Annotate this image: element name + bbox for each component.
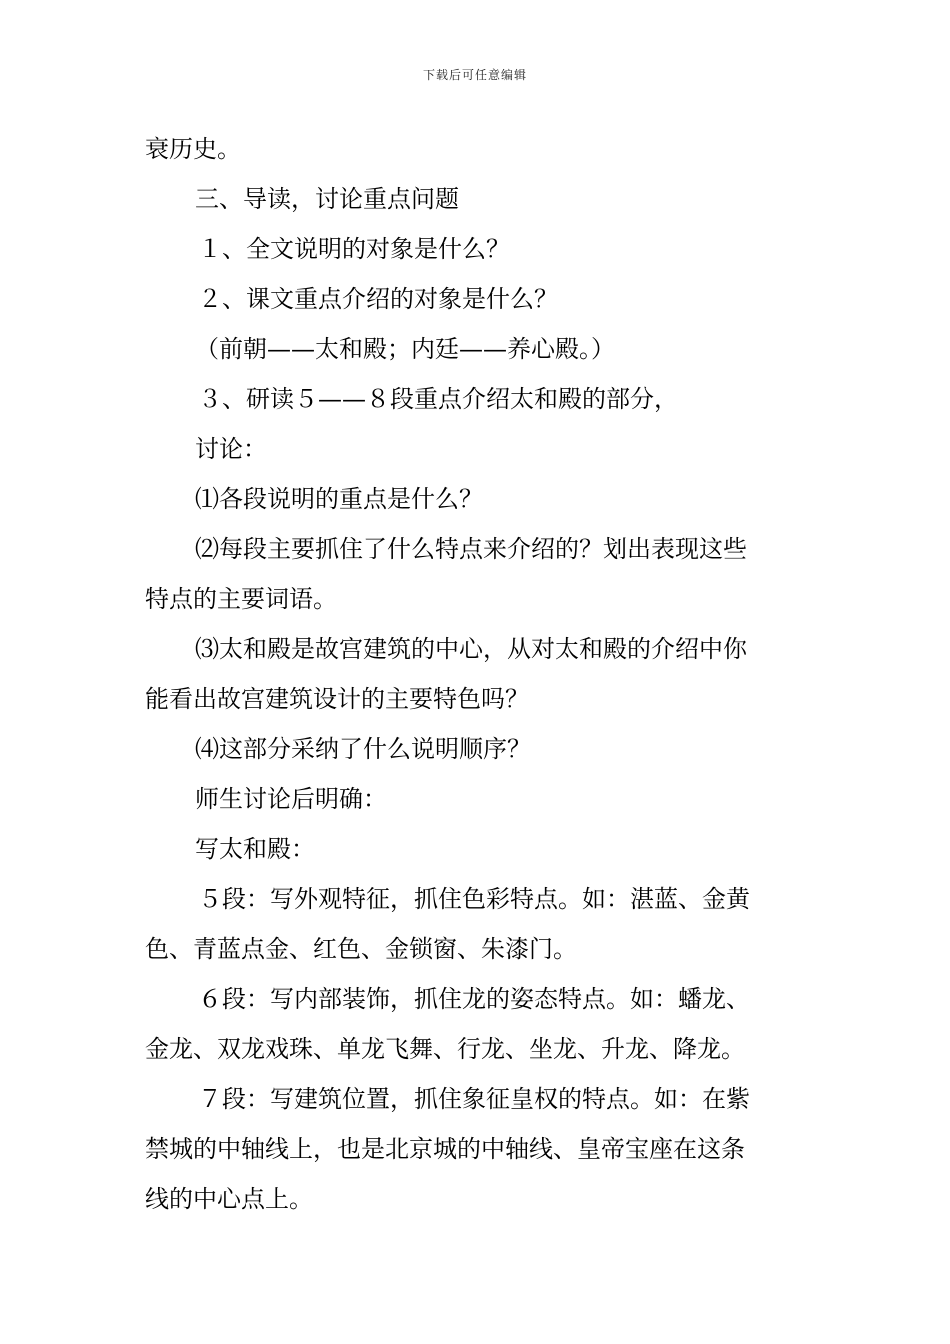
question-item: ３、研读５——８段重点介绍太和殿的部分， <box>198 385 678 413</box>
discussion-item: ⑵每段主要抓住了什么特点来介绍的？划出表现这些 <box>195 535 747 563</box>
text-line: 能看出故宫建筑设计的主要特色吗？ <box>145 685 529 713</box>
question-item: １、全文说明的对象是什么？ <box>198 235 510 263</box>
paragraph-note: ６段：写内部装饰，抓住龙的姿态特点。如：蟠龙、 <box>198 985 750 1013</box>
text-line: 金龙、双龙戏珠、单龙飞舞、行龙、坐龙、升龙、降龙。 <box>145 1035 745 1063</box>
text-line: 衰历史。 <box>145 135 241 163</box>
text-line: 讨论： <box>195 435 267 463</box>
discussion-item: ⑶太和殿是故宫建筑的中心，从对太和殿的介绍中你 <box>195 635 747 663</box>
text-line: 线的中心点上。 <box>145 1185 313 1213</box>
discussion-item: ⑴各段说明的重点是什么？ <box>195 485 483 513</box>
text-line: 色、青蓝点金、红色、金锁窗、朱漆门。 <box>145 935 577 963</box>
paragraph-note: ５段：写外观特征，抓住色彩特点。如：湛蓝、金黄 <box>198 885 750 913</box>
text-line: 写太和殿： <box>195 835 315 863</box>
question-item: ２、课文重点介绍的对象是什么？ <box>198 285 558 313</box>
text-line: 禁城的中轴线上，也是北京城的中轴线、皇帝宝座在这条 <box>145 1135 745 1163</box>
discussion-item: ⑷这部分采纳了什么说明顺序？ <box>195 735 531 763</box>
page-header: 下载后可任意编辑 <box>422 68 527 82</box>
text-line: 师生讨论后明确： <box>195 785 387 813</box>
answer-note: （前朝——太和殿；内廷——养心殿。） <box>195 335 615 363</box>
text-line: 特点的主要词语。 <box>145 585 337 613</box>
section-heading: 三、导读，讨论重点问题 <box>195 185 459 213</box>
paragraph-note: ７段：写建筑位置，抓住象征皇权的特点。如：在紫 <box>198 1085 750 1113</box>
document-body <box>145 124 810 1224</box>
